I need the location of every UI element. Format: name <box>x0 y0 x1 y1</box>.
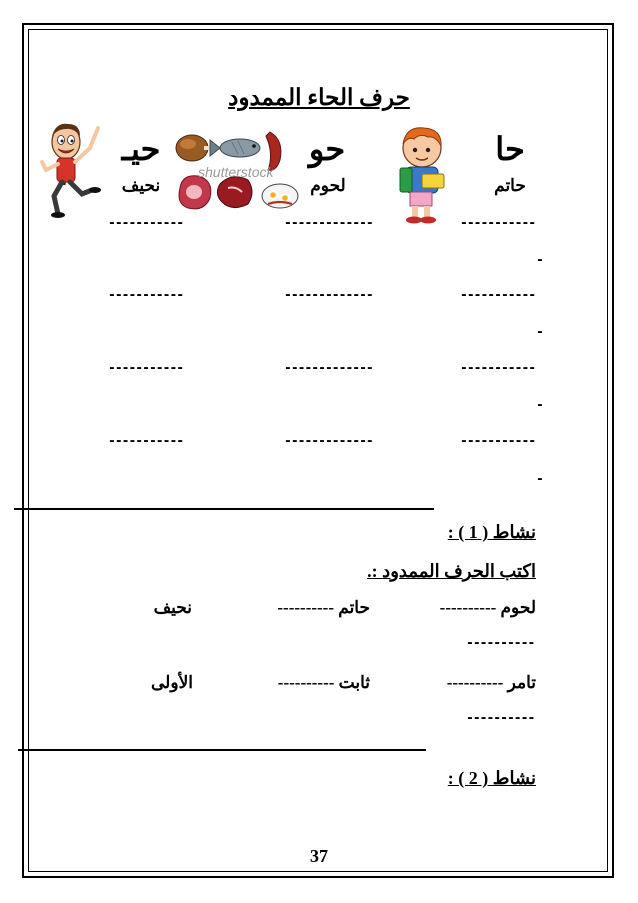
practice-dash: ----------- <box>460 434 536 449</box>
practice-dash: ------------- <box>284 288 373 303</box>
ham-icon <box>179 176 211 209</box>
exercise-item: الأولى <box>151 673 193 692</box>
practice-dash: ----------- <box>108 288 184 303</box>
stock-watermark: shutterstock <box>198 164 274 180</box>
steak-icon <box>217 177 252 208</box>
boy-with-books-icon <box>392 124 452 224</box>
practice-dash: ----------- <box>108 434 184 449</box>
practice-dash-tail: - <box>536 472 543 487</box>
letter-ha-alif: حا <box>495 131 525 167</box>
practice-dash: ----------- <box>108 216 184 231</box>
section-divider <box>18 749 426 751</box>
practice-dash-tail: - <box>536 325 543 340</box>
exercise-item: لحوم ---------- <box>439 598 536 617</box>
running-cartoon-man-icon <box>38 120 104 218</box>
word-luhum: لحوم <box>310 176 346 195</box>
word-hatim: حاتم <box>494 176 526 195</box>
practice-dash: ----------- <box>108 361 184 376</box>
word-nahif: نحيف <box>121 176 161 195</box>
practice-dash: ----------- <box>460 361 536 376</box>
activity-1-instruction: .: اكتب الحرف الممدود <box>367 561 536 581</box>
activity-1-heading: : ( نشاط ( 1 <box>447 522 536 542</box>
fish-icon <box>210 139 260 157</box>
exercise-continuation-dash: ---------- <box>466 711 535 726</box>
eggs-and-bacon-icon <box>262 184 298 208</box>
section-divider <box>14 508 434 510</box>
practice-dash-tail: - <box>536 398 543 413</box>
letter-ha-waw: حو <box>308 131 346 167</box>
roast-chicken-icon <box>176 135 212 161</box>
lesson-title: حرف الحاء الممدود <box>228 85 410 110</box>
exercise-item: نحيف <box>153 598 192 617</box>
page-number: 37 <box>310 846 328 866</box>
practice-dash: ----------- <box>460 216 536 231</box>
exercise-item: ثابت ---------- <box>277 673 370 692</box>
exercise-continuation-dash: ---------- <box>466 636 535 651</box>
practice-dash: ------------- <box>284 361 373 376</box>
practice-dash-tail: - <box>536 253 543 268</box>
exercise-item: تامر ---------- <box>446 673 536 692</box>
practice-dash: ----------- <box>460 288 536 303</box>
activity-2-heading: : ( نشاط ( 2 <box>447 768 536 788</box>
letter-ha-ya: حيـ <box>121 131 161 167</box>
practice-dash: ------------- <box>284 434 373 449</box>
exercise-item: حاتم ---------- <box>277 598 370 617</box>
practice-dash: ------------- <box>284 216 373 231</box>
